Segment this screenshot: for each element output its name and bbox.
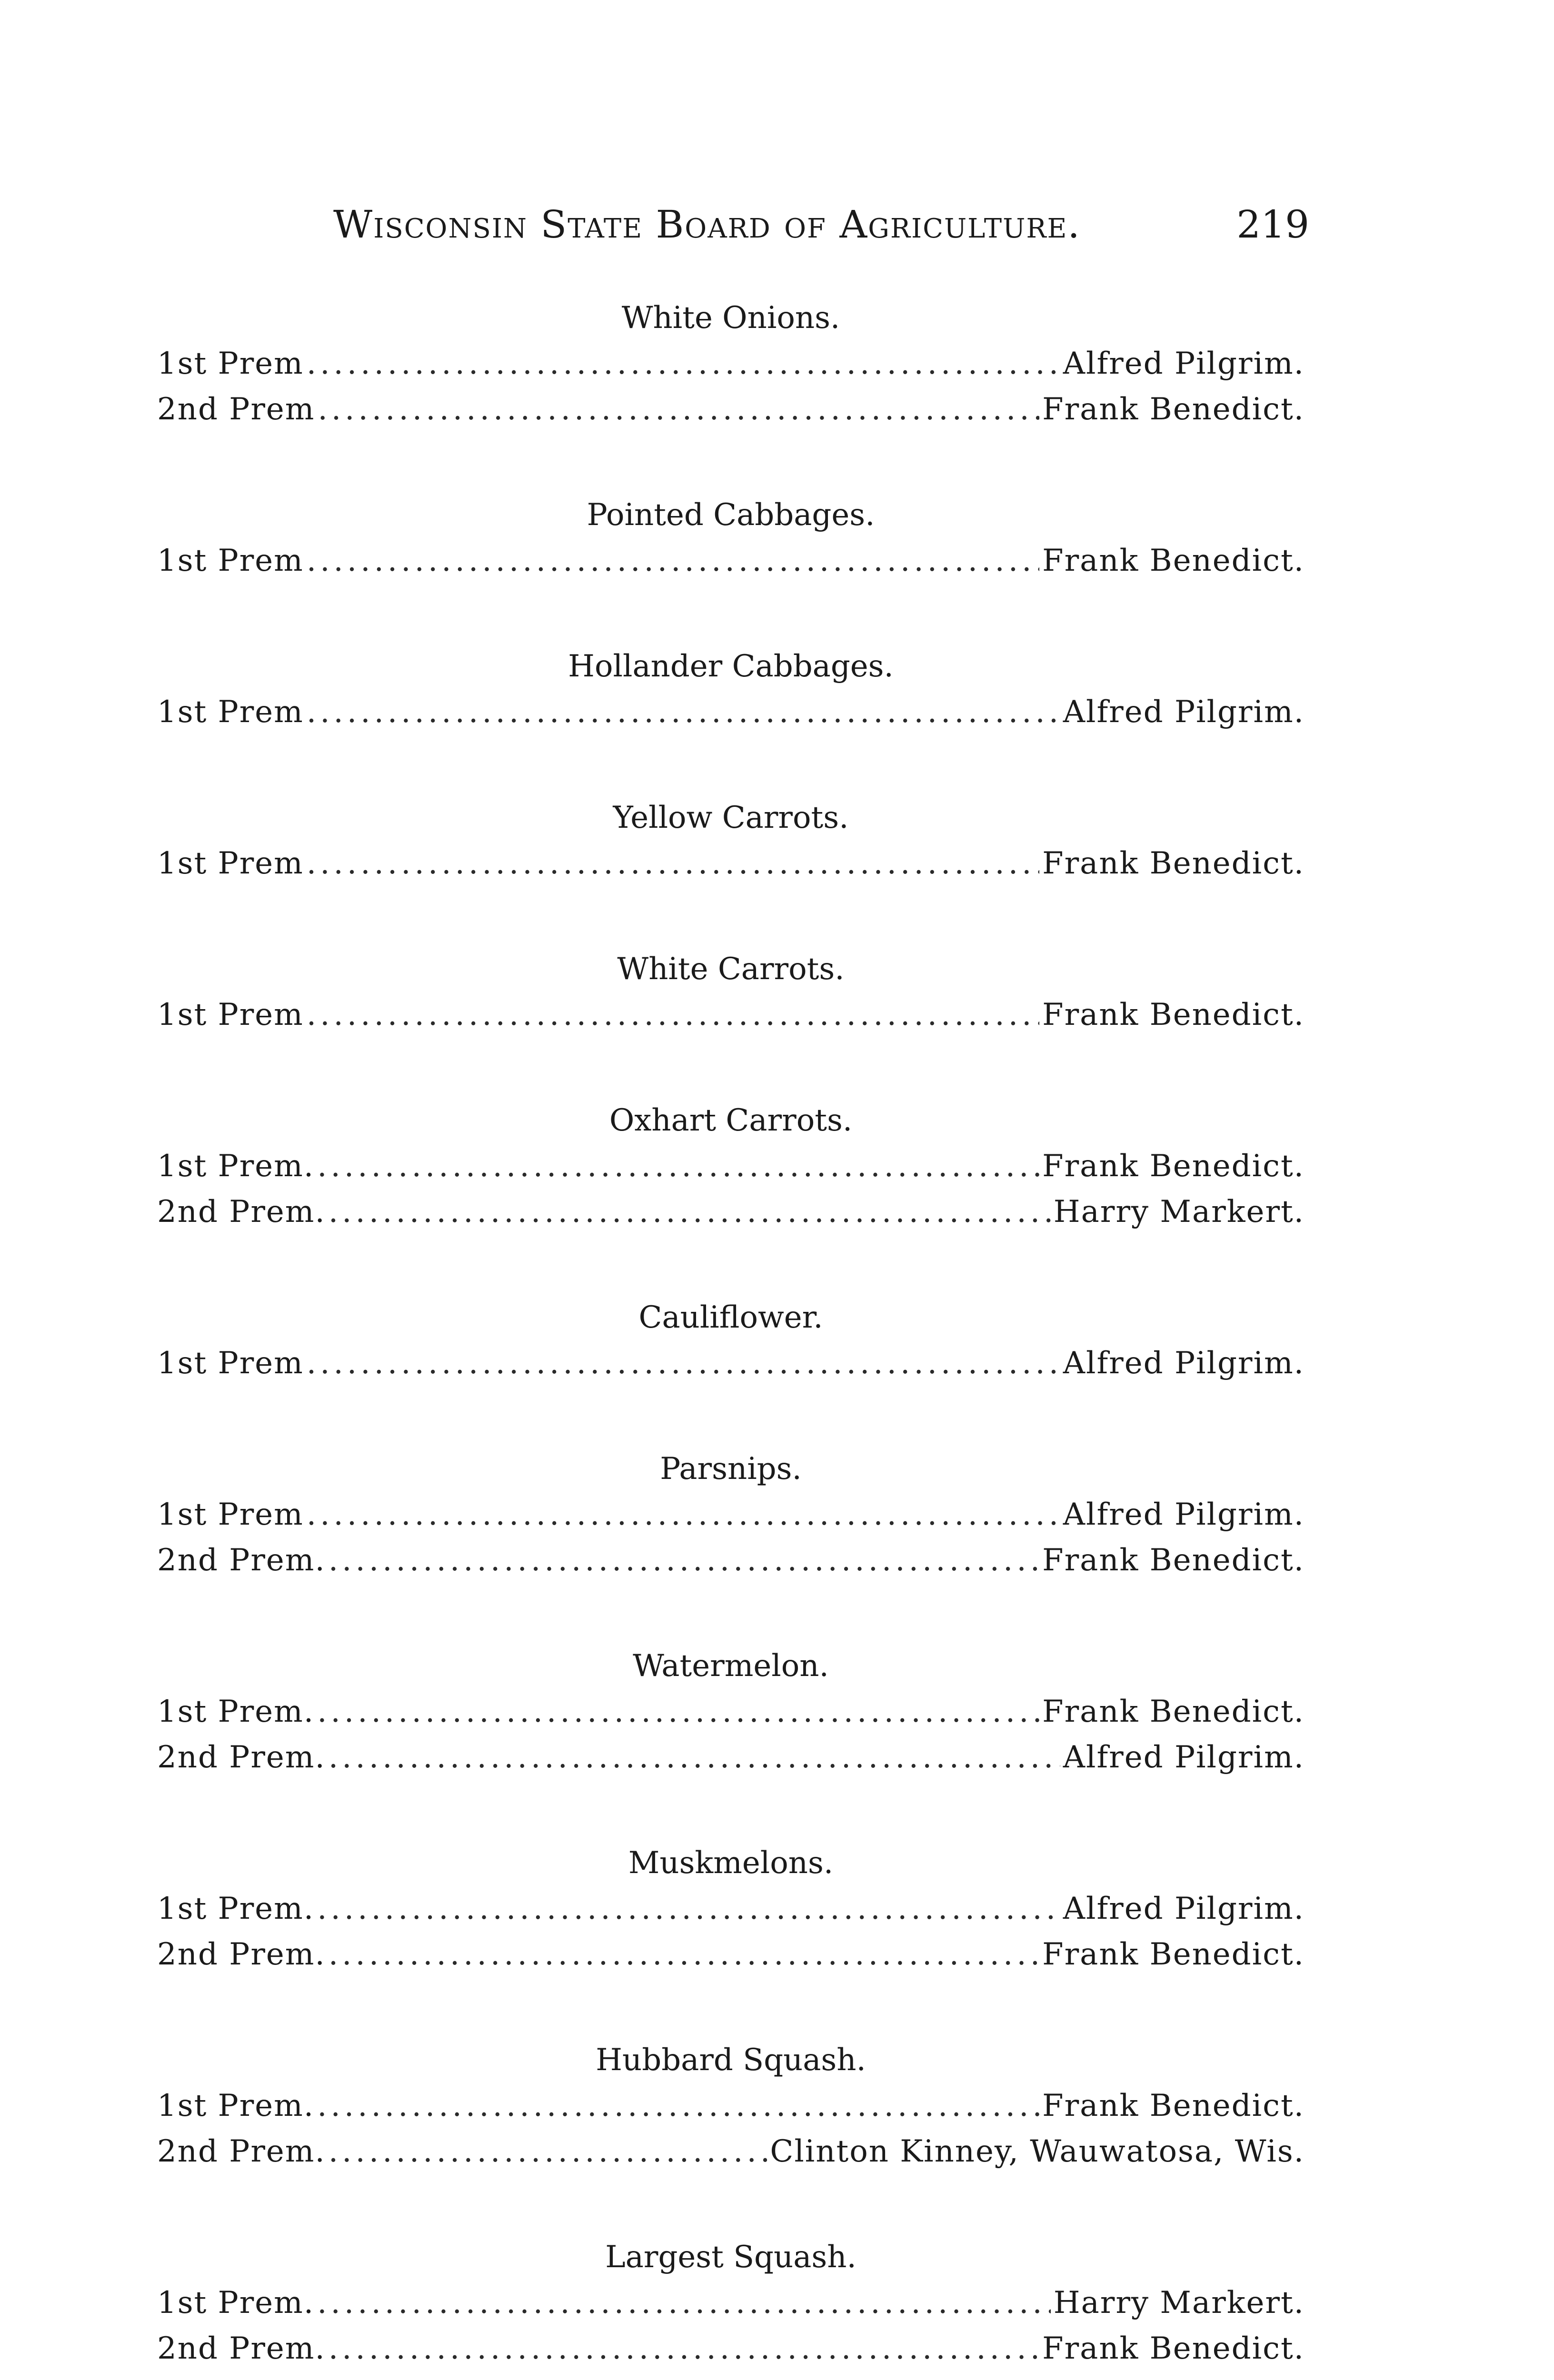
- premium-entry: [157, 1735, 1305, 1780]
- prize-label: 1st Prem: [157, 1346, 304, 1381]
- premium-section: [157, 1295, 1305, 1386]
- winner-name: Clinton Kinney, Wauwatosa, Wis.: [770, 2134, 1305, 2169]
- winner-name: Frank Benedict.: [1042, 1543, 1305, 1578]
- winner-name: Frank Benedict.: [1042, 2088, 1305, 2123]
- dot-leader: [307, 841, 1039, 886]
- winner-name: Alfred Pilgrim.: [1063, 1346, 1305, 1381]
- winner-name: Frank Benedict.: [1042, 846, 1305, 881]
- prize-label: 1st Prem: [157, 1497, 304, 1532]
- winner-name: Harry Markert.: [1053, 1194, 1305, 1230]
- premium-entry: [157, 1340, 1305, 1386]
- premium-entry: [157, 992, 1305, 1038]
- dot-leader: [329, 1932, 1039, 1977]
- premium-section: [157, 795, 1305, 886]
- premium-section: [157, 295, 1305, 432]
- premium-entry: [157, 2280, 1305, 2326]
- prize-label: 2nd Prem.: [157, 2331, 326, 2366]
- dot-leader: [329, 2129, 767, 2174]
- dot-leader: [318, 387, 1039, 432]
- premium-entry: [157, 841, 1305, 886]
- premium-entry: [157, 2129, 1305, 2174]
- running-title: Wisconsin State Board of Agriculture.: [333, 202, 1081, 247]
- section-title: Watermelon.: [633, 1648, 829, 1684]
- premium-section: [157, 2037, 1305, 2174]
- dot-leader: [317, 2083, 1039, 2129]
- premium-entry: [157, 1886, 1305, 1932]
- premium-section: [157, 1840, 1305, 1977]
- premium-entry: [157, 689, 1305, 735]
- section-title: Hubbard Squash.: [596, 2043, 866, 2078]
- section-title: Muskmelons.: [628, 1845, 834, 1881]
- prize-label: 2nd Prem.: [157, 1937, 326, 1972]
- winner-name: Frank Benedict.: [1042, 1694, 1305, 1729]
- premium-entry: [157, 1492, 1305, 1537]
- dot-leader: [307, 1340, 1060, 1386]
- dot-leader: [307, 689, 1060, 735]
- prize-label: 2nd Prem: [157, 392, 315, 427]
- dot-leader: [307, 1492, 1060, 1537]
- section-title: Cauliflower.: [638, 1300, 823, 1335]
- dot-leader: [329, 2326, 1039, 2371]
- prize-label: 1st Prem.: [157, 2285, 315, 2320]
- prize-label: 2nd Prem.: [157, 2134, 326, 2169]
- dot-leader: [307, 341, 1060, 387]
- dot-leader: [317, 1886, 1060, 1932]
- premium-entry: [157, 2083, 1305, 2129]
- premium-entry: [157, 2326, 1305, 2371]
- premium-entry: [157, 1537, 1305, 1583]
- winner-name: Alfred Pilgrim.: [1063, 1497, 1305, 1532]
- section-title: White Onions.: [621, 300, 840, 336]
- section-title: Parsnips.: [660, 1451, 802, 1487]
- section-title: Pointed Cabbages.: [587, 497, 875, 533]
- prize-label: 1st Prem.: [157, 2088, 315, 2123]
- prize-label: 1st Prem.: [157, 1891, 315, 1926]
- winner-name: Alfred Pilgrim.: [1063, 346, 1305, 381]
- premium-entry: [157, 1932, 1305, 1977]
- winner-name: Frank Benedict.: [1042, 392, 1305, 427]
- dot-leader: [317, 1143, 1039, 1189]
- dot-leader: [317, 2280, 1051, 2326]
- prize-label: 1st Prem: [157, 997, 304, 1032]
- premium-section: [157, 946, 1305, 1038]
- prize-label: 1st Prem.: [157, 1149, 315, 1184]
- dot-leader: [329, 1537, 1039, 1583]
- section-title: Hollander Cabbages.: [568, 649, 894, 684]
- winner-name: Harry Markert.: [1053, 2285, 1305, 2320]
- prize-label: 2nd Prem.: [157, 1543, 326, 1578]
- winner-name: Alfred Pilgrim.: [1063, 1740, 1305, 1775]
- prize-label: 2nd Prem.: [157, 1740, 326, 1775]
- winner-name: Frank Benedict.: [1042, 543, 1305, 578]
- dot-leader: [329, 1735, 1060, 1780]
- prize-label: 1st Prem: [157, 694, 304, 730]
- premium-entry: [157, 1689, 1305, 1735]
- winner-name: Alfred Pilgrim.: [1063, 1891, 1305, 1926]
- premium-section: [157, 1446, 1305, 1583]
- premium-entry: [157, 538, 1305, 584]
- section-title: Oxhart Carrots.: [609, 1103, 853, 1138]
- winner-name: Frank Benedict.: [1042, 997, 1305, 1032]
- section-title: Yellow Carrots.: [613, 800, 849, 835]
- premium-section: [157, 492, 1305, 584]
- page-number: 219: [1236, 202, 1309, 247]
- winner-name: Frank Benedict.: [1042, 1937, 1305, 1972]
- dot-leader: [317, 1689, 1039, 1735]
- dot-leader: [307, 538, 1039, 584]
- section-title: White Carrots.: [617, 952, 845, 987]
- prize-label: 1st Prem: [157, 543, 304, 578]
- dot-leader: [329, 1189, 1051, 1235]
- prize-label: 1st Prem: [157, 846, 304, 881]
- prize-label: 2nd Prem.: [157, 1194, 326, 1230]
- prize-label: 1st Prem.: [157, 1694, 315, 1729]
- dot-leader: [307, 992, 1039, 1038]
- premium-section: [157, 1098, 1305, 1235]
- page-header: [333, 202, 1309, 259]
- winner-name: Frank Benedict.: [1042, 2331, 1305, 2366]
- winner-name: Frank Benedict.: [1042, 1149, 1305, 1184]
- prize-label: 1st Prem: [157, 346, 304, 381]
- premium-section: [157, 644, 1305, 735]
- premium-entry: [157, 1143, 1305, 1189]
- premium-list: [157, 295, 1305, 2380]
- section-title: Largest Squash.: [605, 2240, 857, 2275]
- premium-entry: [157, 341, 1305, 387]
- premium-entry: [157, 387, 1305, 432]
- premium-section: [157, 2234, 1305, 2371]
- winner-name: Alfred Pilgrim.: [1063, 694, 1305, 730]
- premium-entry: [157, 1189, 1305, 1235]
- premium-section: [157, 1643, 1305, 1780]
